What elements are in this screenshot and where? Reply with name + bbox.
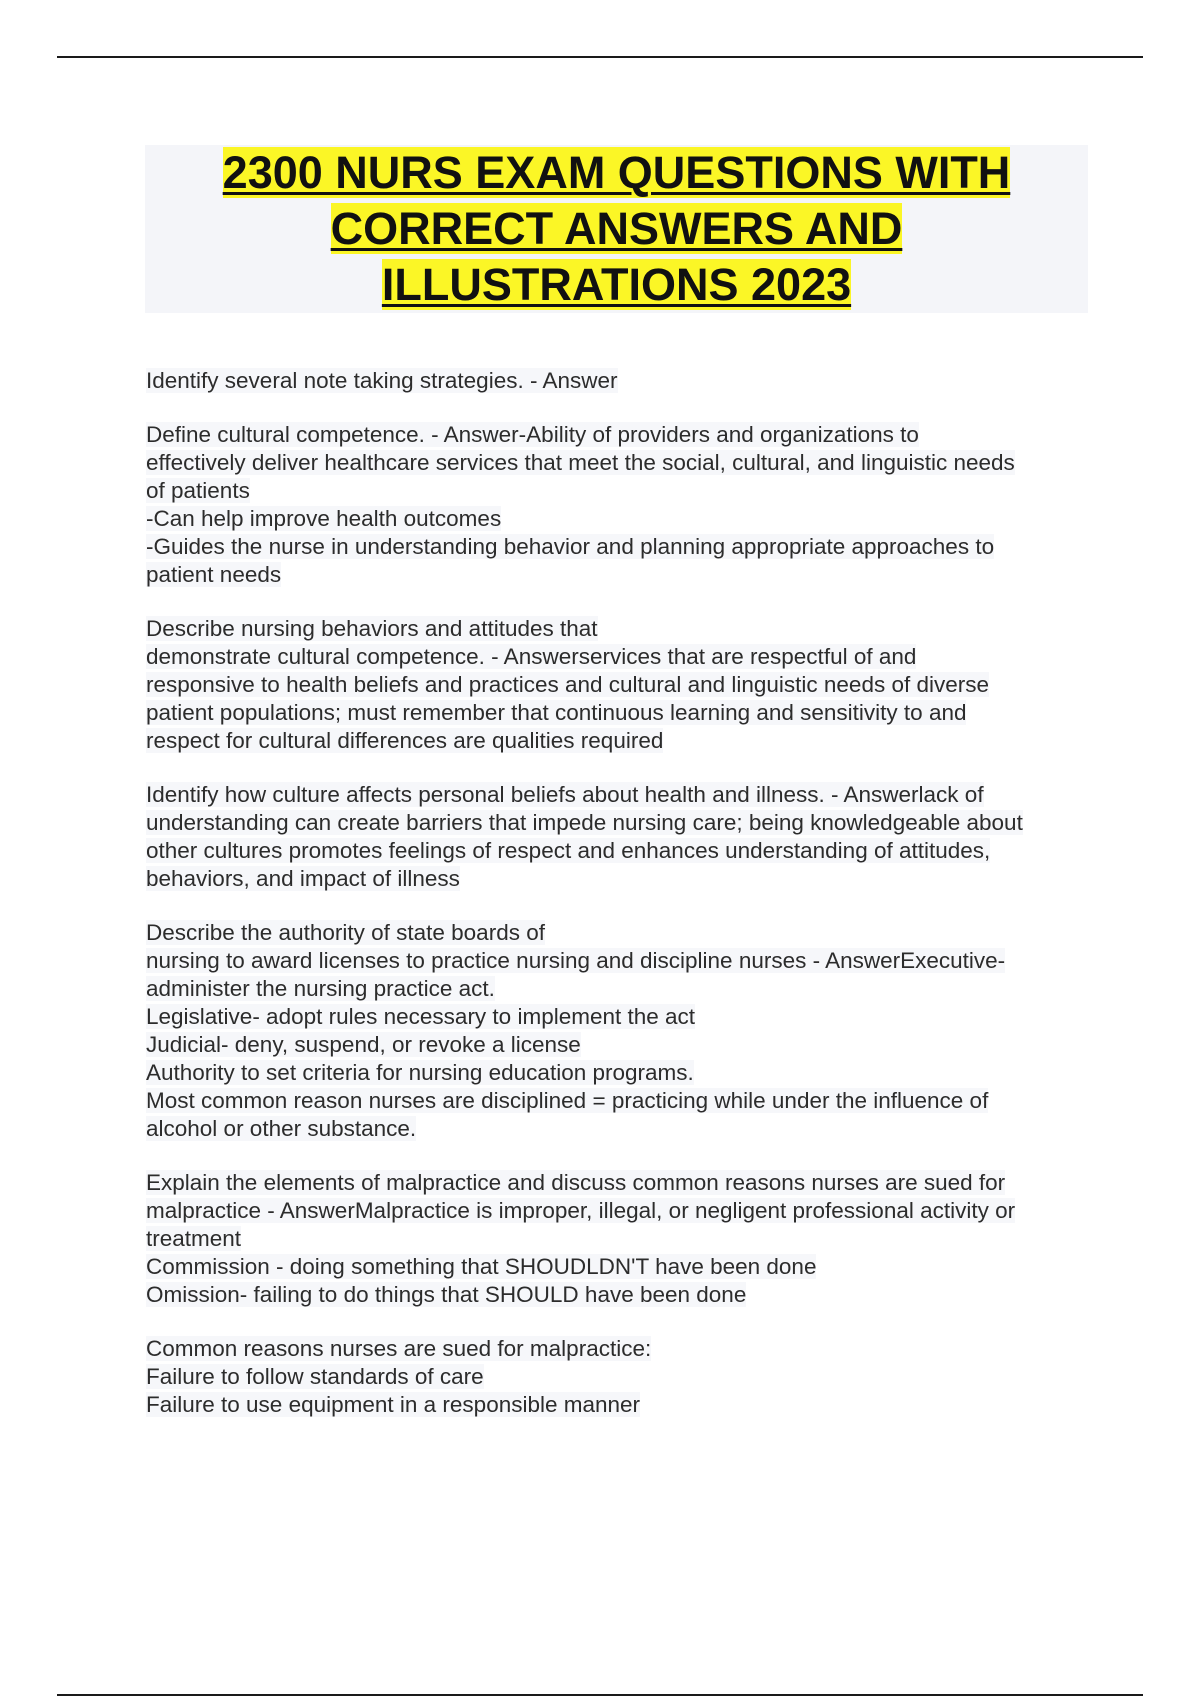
title-line: CORRECT ANSWERS AND	[330, 203, 903, 254]
text-line-content: effectively deliver healthcare services that meet the social, cultural, and linguistic needs	[146, 450, 1015, 475]
text-line	[146, 505, 1096, 533]
text-line-content: respect for cultural differences are qualities required	[146, 728, 664, 753]
text-line-content: Legislative- adopt rules necessary to implement the act	[146, 1004, 696, 1029]
text-line-content: patient needs	[146, 562, 282, 587]
text-line-content: Identify how culture affects personal beliefs about health and illness. - Answerlack of	[146, 782, 984, 807]
text-line-content: Authority to set criteria for nursing education programs.	[146, 1060, 694, 1085]
text-line	[146, 449, 1096, 477]
qa-block	[146, 615, 1096, 755]
text-line	[146, 837, 1096, 865]
text-line	[146, 533, 1096, 561]
qa-block	[146, 1335, 1096, 1419]
text-line-content: Describe the authority of state boards of	[146, 920, 545, 945]
title-box	[145, 145, 1088, 313]
text-line-content: malpractice - AnswerMalpractice is improper, illegal, or negligent professional activity or	[146, 1198, 1016, 1223]
text-line	[146, 947, 1096, 975]
text-line-content: Identify several note taking strategies. - Answer	[146, 368, 618, 393]
text-line	[146, 1003, 1096, 1031]
qa-block	[146, 367, 1096, 395]
text-line-content: -Guides the nurse in understanding behavior and planning appropriate approaches to	[146, 534, 995, 559]
text-line-content: Judicial- deny, suspend, or revoke a license	[146, 1032, 581, 1057]
text-line	[146, 781, 1096, 809]
text-line-content: -Can help improve health outcomes	[146, 506, 502, 531]
text-line	[146, 1335, 1096, 1363]
text-line	[146, 561, 1096, 589]
text-line	[146, 1281, 1096, 1309]
bottom-rule	[57, 1694, 1143, 1696]
text-line-content: Failure to use equipment in a responsible manner	[146, 1392, 641, 1417]
text-line-content: Describe nursing behaviors and attitudes that	[146, 616, 598, 641]
text-line	[146, 865, 1096, 893]
text-line-content: patient populations; must remember that continuous learning and sensitivity to and	[146, 700, 967, 725]
text-line-content: responsive to health beliefs and practices and cultural and linguistic needs of diverse	[146, 672, 990, 697]
text-line	[146, 727, 1096, 755]
qa-block	[146, 781, 1096, 893]
text-line	[146, 671, 1096, 699]
text-line-content: demonstrate cultural competence. - Answerservices that are respectful of and	[146, 644, 917, 669]
text-line-content: treatment	[146, 1226, 242, 1251]
text-line	[146, 1391, 1096, 1419]
text-line-content: Failure to follow standards of care	[146, 1364, 484, 1389]
text-line	[146, 975, 1096, 1003]
text-line	[146, 1225, 1096, 1253]
text-line-content: Omission- failing to do things that SHOULD have been done	[146, 1282, 747, 1307]
document-title	[187, 145, 1047, 313]
text-line	[146, 1169, 1096, 1197]
text-line	[146, 1087, 1096, 1115]
text-line	[146, 699, 1096, 727]
text-line	[146, 1253, 1096, 1281]
title-line: 2300 NURS EXAM QUESTIONS WITH	[222, 147, 1011, 198]
text-line-content: Common reasons nurses are sued for malpractice:	[146, 1336, 652, 1361]
text-line-content: Most common reason nurses are disciplined = practicing while under the influence of	[146, 1088, 989, 1113]
document-body	[146, 367, 1096, 1445]
title-line: ILLUSTRATIONS 2023	[381, 259, 852, 310]
text-line	[146, 1031, 1096, 1059]
text-line	[146, 1115, 1096, 1143]
text-line-content: of patients	[146, 478, 250, 503]
text-line-content: Commission - doing something that SHOUDLDN'T have been done	[146, 1254, 817, 1279]
text-line	[146, 1197, 1096, 1225]
text-line-content: alcohol or other substance.	[146, 1116, 417, 1141]
text-line-content: behaviors, and impact of illness	[146, 866, 460, 891]
text-line	[146, 367, 1096, 395]
qa-block	[146, 919, 1096, 1143]
text-line	[146, 615, 1096, 643]
text-line-content: nursing to award licenses to practice nursing and discipline nurses - AnswerExecutive-	[146, 948, 1006, 973]
text-line	[146, 643, 1096, 671]
text-line-content: understanding can create barriers that impede nursing care; being knowledgeable about	[146, 810, 1023, 835]
text-line	[146, 809, 1096, 837]
text-line-content: Define cultural competence. - Answer-Ability of providers and organizations to	[146, 422, 919, 447]
text-line-content: administer the nursing practice act.	[146, 976, 495, 1001]
qa-block	[146, 421, 1096, 589]
text-line-content: other cultures promotes feelings of respect and enhances understanding of attitudes,	[146, 838, 991, 863]
top-rule	[57, 56, 1143, 58]
text-line	[146, 919, 1096, 947]
text-line-content: Explain the elements of malpractice and discuss common reasons nurses are sued for	[146, 1170, 1006, 1195]
text-line	[146, 1363, 1096, 1391]
text-line	[146, 1059, 1096, 1087]
text-line	[146, 477, 1096, 505]
text-line	[146, 421, 1096, 449]
qa-block	[146, 1169, 1096, 1309]
